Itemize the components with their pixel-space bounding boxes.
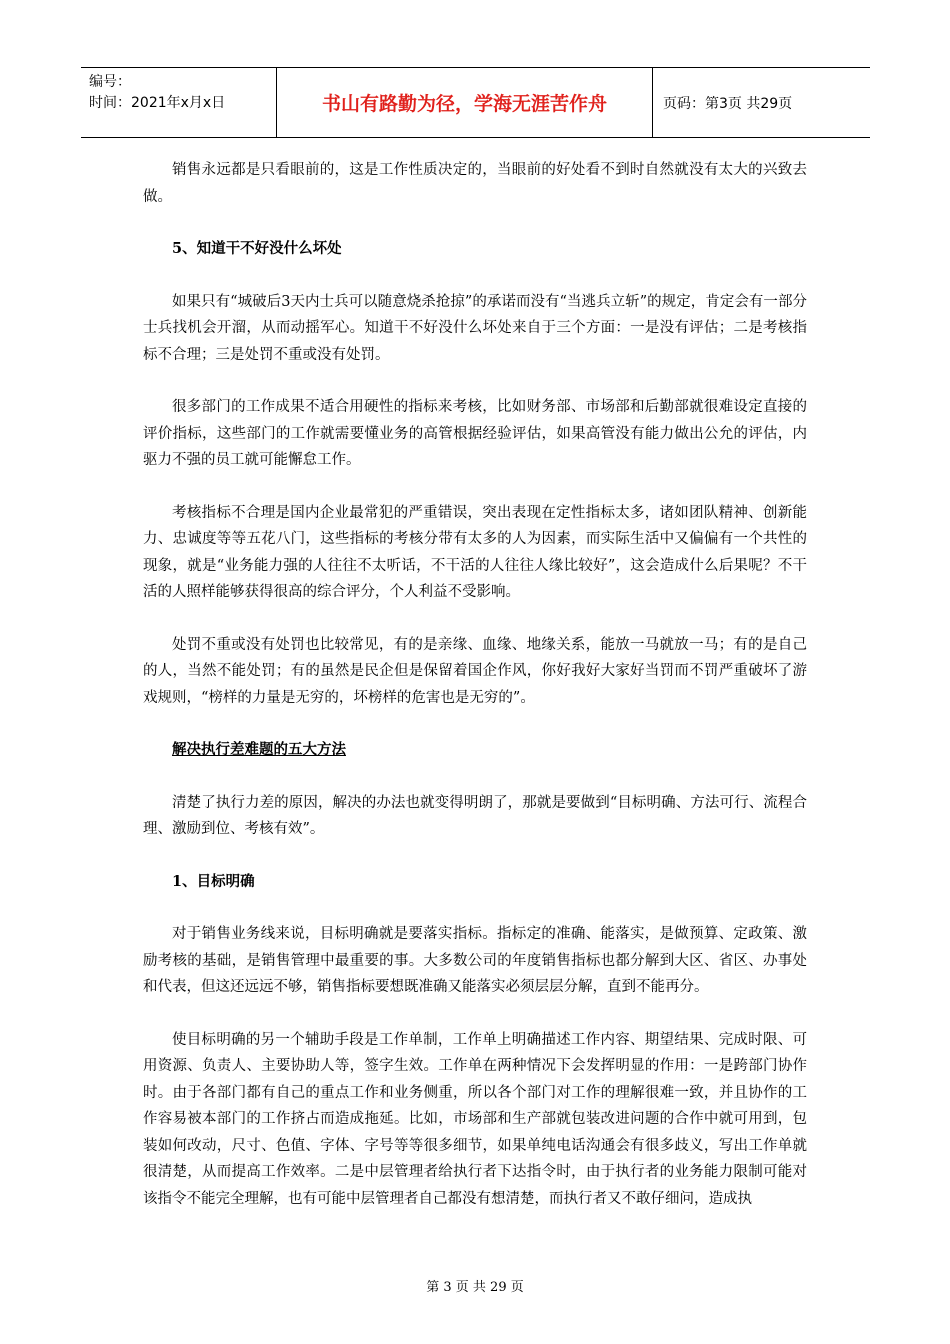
section-heading-text: 解决执行差难题的五大方法 — [172, 741, 346, 758]
paragraph: 销售永远都是只看眼前的，这是工作性质决定的，当眼前的好处看不到时自然就没有太大的兴致去做。 — [143, 162, 807, 205]
document-body — [143, 157, 807, 1238]
paragraph: 很多部门的工作成果不适合用硬性的指标来考核，比如财务部、市场部和后勤部就很难设定直接的评价指标，这些部门的工作就需要懂业务的高管根据经验评估，如果高管没有能力做出公允的评估，内驱力不强的员工就可能懈怠工作。 — [143, 399, 807, 468]
header-page-info: 页码：第3页 共29页 — [663, 95, 793, 112]
header-motto: 书山有路勤为径，学海无涯苦作舟 — [277, 68, 653, 137]
header-meta — [81, 68, 277, 137]
page-footer: 第 3 页 共 29 页 — [426, 1280, 524, 1295]
document-time-label: 时间：2021年x月x日 — [89, 95, 226, 111]
paragraph: 如果只有“城破后3天内士兵可以随意烧杀抢掠”的承诺而没有“当逃兵立斩”的规定，肯定会有一部分士兵找机会开溜，从而动摇军心。知道干不好没什么坏处来自于三个方面：一是没有评估；二是考核指标不合理；三是处罚不重或没有处罚。 — [143, 293, 807, 363]
paragraph: 清楚了执行力差的原因，解决的办法也就变得明朗了，那就是要做到“目标明确、方法可行、流程合理、激励到位、考核有效”。 — [143, 794, 807, 837]
section-heading: 5、知道干不好没什么坏处 — [172, 240, 342, 257]
paragraph: 处罚不重或没有处罚也比较常见，有的是亲缘、血缘、地缘关系，能放一马就放一马；有的是自己的人，当然不能处罚；有的虽然是民企但是保留着国企作风，你好我好大家好当罚而不罚严重破坏了游戏规则，“榜样的力量是无穷的，坏榜样的危害也是无穷的”。 — [143, 636, 807, 706]
paragraph: 考核指标不合理是国内企业最常犯的严重错误，突出表现在定性指标太多，诸如团队精神、创新能力、忠诚度等等五花八门，这些指标的考核分带有太多的人为因素，而实际生活中又偏偏有一个共性的现象，就是“业务能力强的人往往不太听话，不干活的人往往人缘比较好”，这会造成什么后果呢？不干活的人照样能够获得很高的综合评分，个人利益不受影响。 — [143, 504, 807, 600]
paragraph: 对于销售业务线来说，目标明确就是要落实指标。指标定的准确、能落实，是做预算、定政策、激励考核的基础，是销售管理中最重要的事。大多数公司的年度销售指标也都分解到大区、省区、办事处和代表，但这还远远不够，销售指标要想既准确又能落实必须层层分解，直到不能再分。 — [143, 926, 807, 995]
page-header — [81, 67, 870, 138]
document-number-label: 编号： — [89, 74, 131, 90]
paragraph: 使目标明确的另一个辅助手段是工作单制，工作单上明确描述工作内容、期望结果、完成时限、可用资源、负责人、主要协助人等，签字生效。工作单在两种情况下会发挥明显的作用：一是跨部门协作时。由于各部门都有自己的重点工作和业务侧重，所以各个部门对工作的理解很难一致，并且协作的工作容易被本部门的工作挤占而造成拖延。比如，市场部和生产部就包装改进问题的合作中就可用到，包装如何改动，尺寸、色值、字体、字号等等很多细节，如果单纯电话沟通会有很多歧义，写出工作单就很清楚，从而提高工作效率。二是中层管理者给执行者下达指令时，由于执行者的业务能力限制可能对该指令不能完全理解，也有可能中层管理者自己都没有想清楚，而执行者又不敢仔细问，造成执 — [143, 1031, 807, 1207]
section-heading-underlined — [143, 737, 807, 764]
section-heading: 1、目标明确 — [172, 872, 255, 890]
